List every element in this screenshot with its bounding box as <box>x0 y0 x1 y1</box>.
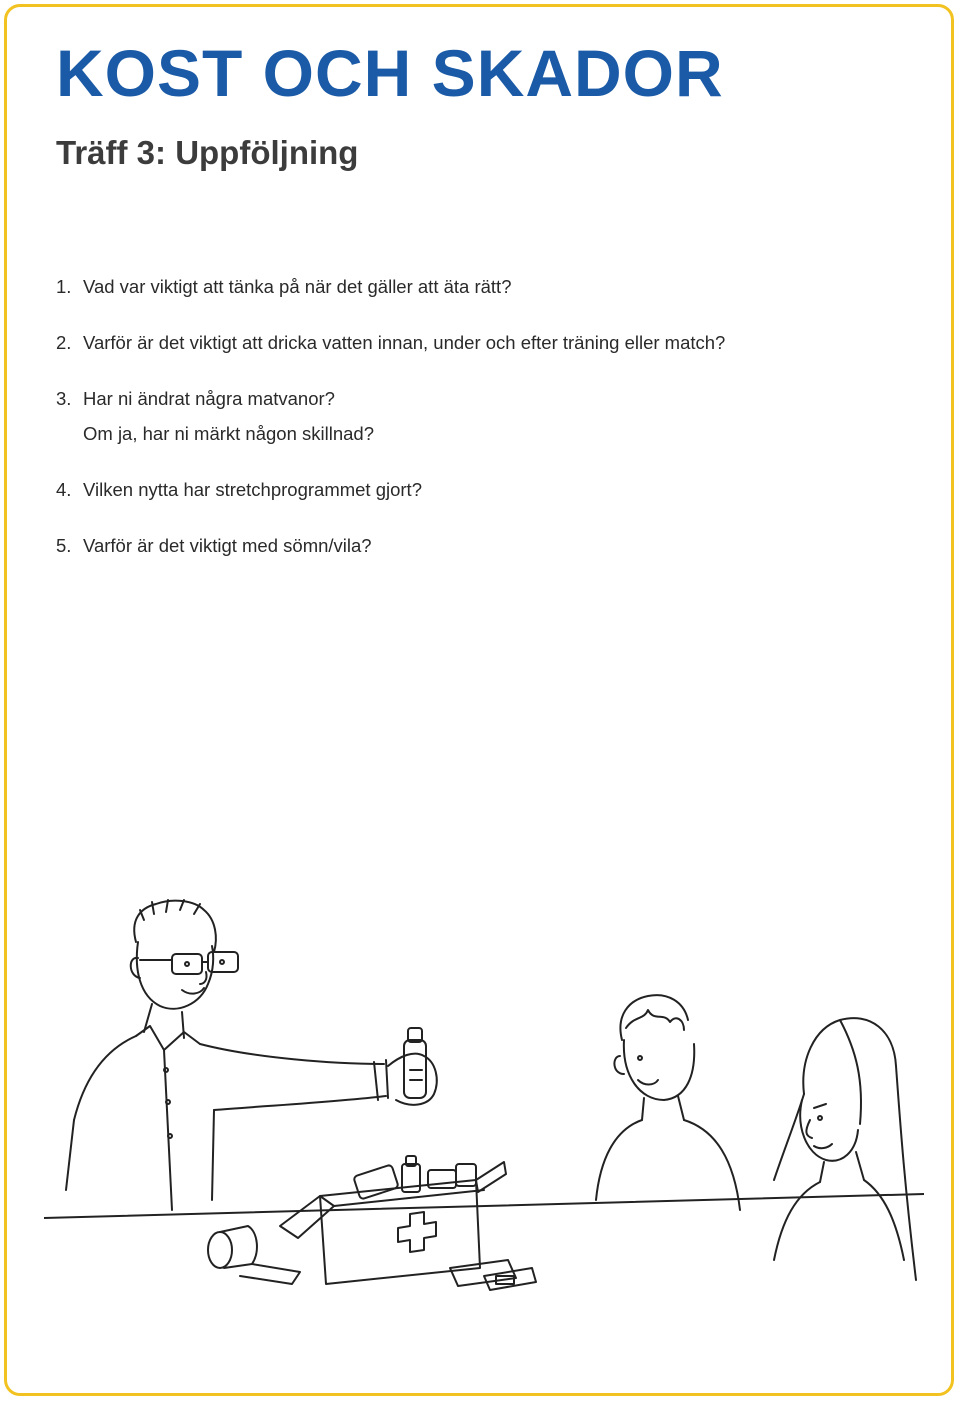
bandage-roll <box>208 1226 300 1284</box>
question-number: 5. <box>56 535 72 556</box>
question-list <box>56 276 936 591</box>
woman-figure <box>774 1018 916 1280</box>
question-item <box>56 276 936 298</box>
question-item <box>56 479 936 501</box>
page-title: KOST OCH SKADOR <box>56 36 724 110</box>
plaster-items <box>450 1260 536 1290</box>
question-item <box>56 332 936 354</box>
question-followup-text: Om ja, har ni märkt någon skillnad? <box>83 423 374 444</box>
table-edge <box>44 1194 924 1218</box>
question-number: 4. <box>56 479 72 500</box>
boy-figure <box>596 995 740 1210</box>
question-item <box>56 388 936 445</box>
question-number: 1. <box>56 276 72 297</box>
question-text: Varför är det viktigt med sömn/vila? <box>83 535 372 556</box>
page-subtitle: Träff 3: Uppföljning <box>56 134 359 171</box>
question-text: Vilken nytta har stretchprogrammet gjort? <box>83 479 422 500</box>
question-number: 3. <box>56 388 72 409</box>
question-item <box>56 535 936 557</box>
man-figure <box>66 900 437 1210</box>
question-text: Vad var viktigt att tänka på när det gäller att äta rätt? <box>83 276 512 297</box>
first-aid-kit-illustration <box>44 880 924 1300</box>
question-text: Varför är det viktigt att dricka vatten innan, under och efter träning eller match? <box>83 332 726 353</box>
question-number: 2. <box>56 332 72 353</box>
question-text: Har ni ändrat några matvanor? <box>83 388 335 409</box>
